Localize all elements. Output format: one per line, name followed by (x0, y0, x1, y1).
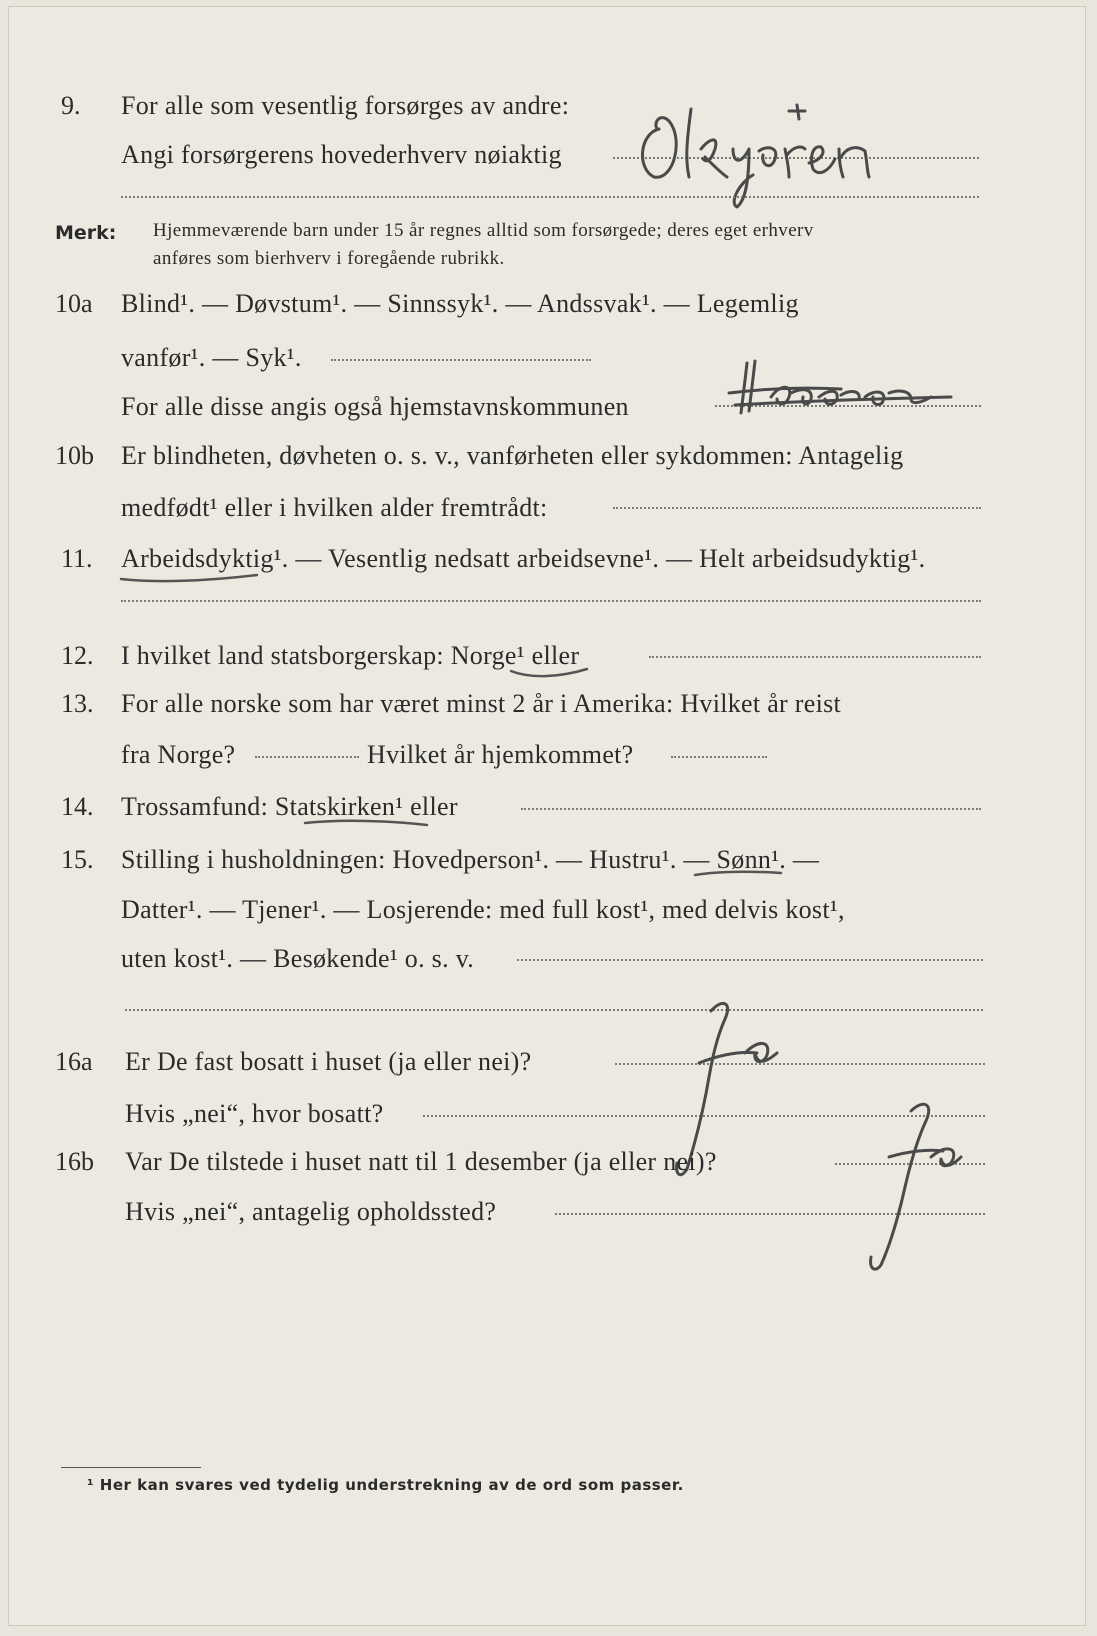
q9-line2: Angi forsørgerens hovederhverv nøiaktig (121, 140, 562, 169)
census-form-page (8, 6, 1086, 1626)
q15-extra-line (125, 1009, 983, 1011)
q12-number: 12. (61, 641, 94, 670)
q13-line1: For alle norske som har været minst 2 år i Amerika: Hvilket år reist (121, 689, 842, 718)
q16a-number: 16a (55, 1047, 93, 1076)
q12-line1: I hvilket land statsborgerskap: Norge¹ eller (121, 641, 580, 670)
q16b-number: 16b (55, 1147, 94, 1176)
q10b-line1: Er blindheten, døvheten o. s. v., vanførheten eller sykdommen: Antagelig (121, 441, 904, 470)
q10a-number: 10a (55, 289, 93, 318)
q16b-line1: Var De tilstede i huset natt til 1 desember (ja eller nei)? (125, 1147, 717, 1176)
q12-underline-norge (507, 663, 597, 686)
q11-extra-line (121, 600, 981, 602)
q13-number: 13. (61, 689, 94, 718)
q11-underline-arbeidsdyktig (117, 567, 267, 592)
q13-reist-line (255, 756, 359, 758)
merk-line1: Hjemmeværende barn under 15 år regnes alltid som forsørgede; deres eget erhverv (153, 220, 814, 241)
q15-line3: uten kost¹. — Besøkende¹ o. s. v. (121, 944, 475, 973)
q11-line1: Arbeidsdyktig¹. — Vesentlig nedsatt arbeidsevne¹. — Helt arbeidsudyktig¹. (121, 544, 926, 573)
q10a-syk-line (331, 359, 591, 361)
footnote: ¹ Her kan svares ved tydelig understrekning av de ord som passer. (87, 1476, 684, 1494)
q15-line2: Datter¹. — Tjener¹. — Losjerende: med full kost¹, med delvis kost¹, (121, 895, 845, 924)
q10b-number: 10b (55, 441, 94, 470)
q10b-answer-line (613, 507, 981, 509)
q13-hjemkommet-line (671, 756, 767, 758)
q14-number: 14. (61, 792, 94, 821)
q13-line2b: Hvilket år hjemkommet? (367, 740, 634, 769)
merk-line2: anføres som bierhverv i foregående rubrikk. (153, 248, 505, 269)
q9-line1: For alle som vesentlig forsørges av andre: (121, 91, 570, 120)
q15-underline-hustru (689, 865, 789, 888)
q15-line1: Stilling i husholdningen: Hovedperson¹. — Hustru¹. — Sønn¹. — (121, 845, 820, 874)
q10a-line2: vanfør¹. — Syk¹. (121, 343, 302, 372)
q16a-line2: Hvis „nei“, hvor bosatt? (125, 1099, 384, 1128)
q10b-line2: medfødt¹ eller i hvilken alder fremtrådt: (121, 493, 548, 522)
q12-answer-line (649, 656, 981, 658)
q9-number: 9. (61, 91, 81, 120)
q14-answer-line (521, 808, 981, 810)
footnote-rule (61, 1467, 201, 1468)
q11-number: 11. (61, 544, 93, 573)
q16b-line2: Hvis „nei“, antagelig opholdssted? (125, 1197, 497, 1226)
q14-line1: Trossamfund: Statskirken¹ eller (121, 792, 458, 821)
q15-number: 15. (61, 845, 94, 874)
q16b-handwritten-answer (839, 1097, 979, 1282)
q15-answer-line (517, 959, 983, 961)
q16a-line1: Er De fast bosatt i huset (ja eller nei)? (125, 1047, 532, 1076)
q10a-line3: For alle disse angis også hjemstavnskommunen (121, 392, 629, 421)
q9-extra-line (121, 196, 979, 198)
q10a-line1: Blind¹. — Døvstum¹. — Sinnssyk¹. — Andssvak¹. — Legemlig (121, 289, 799, 318)
q14-underline-statskirken (299, 813, 439, 836)
q13-line2a: fra Norge? (121, 740, 236, 769)
q10a-handwritten-answer (721, 353, 961, 428)
merk-label: Merk: (55, 222, 117, 244)
